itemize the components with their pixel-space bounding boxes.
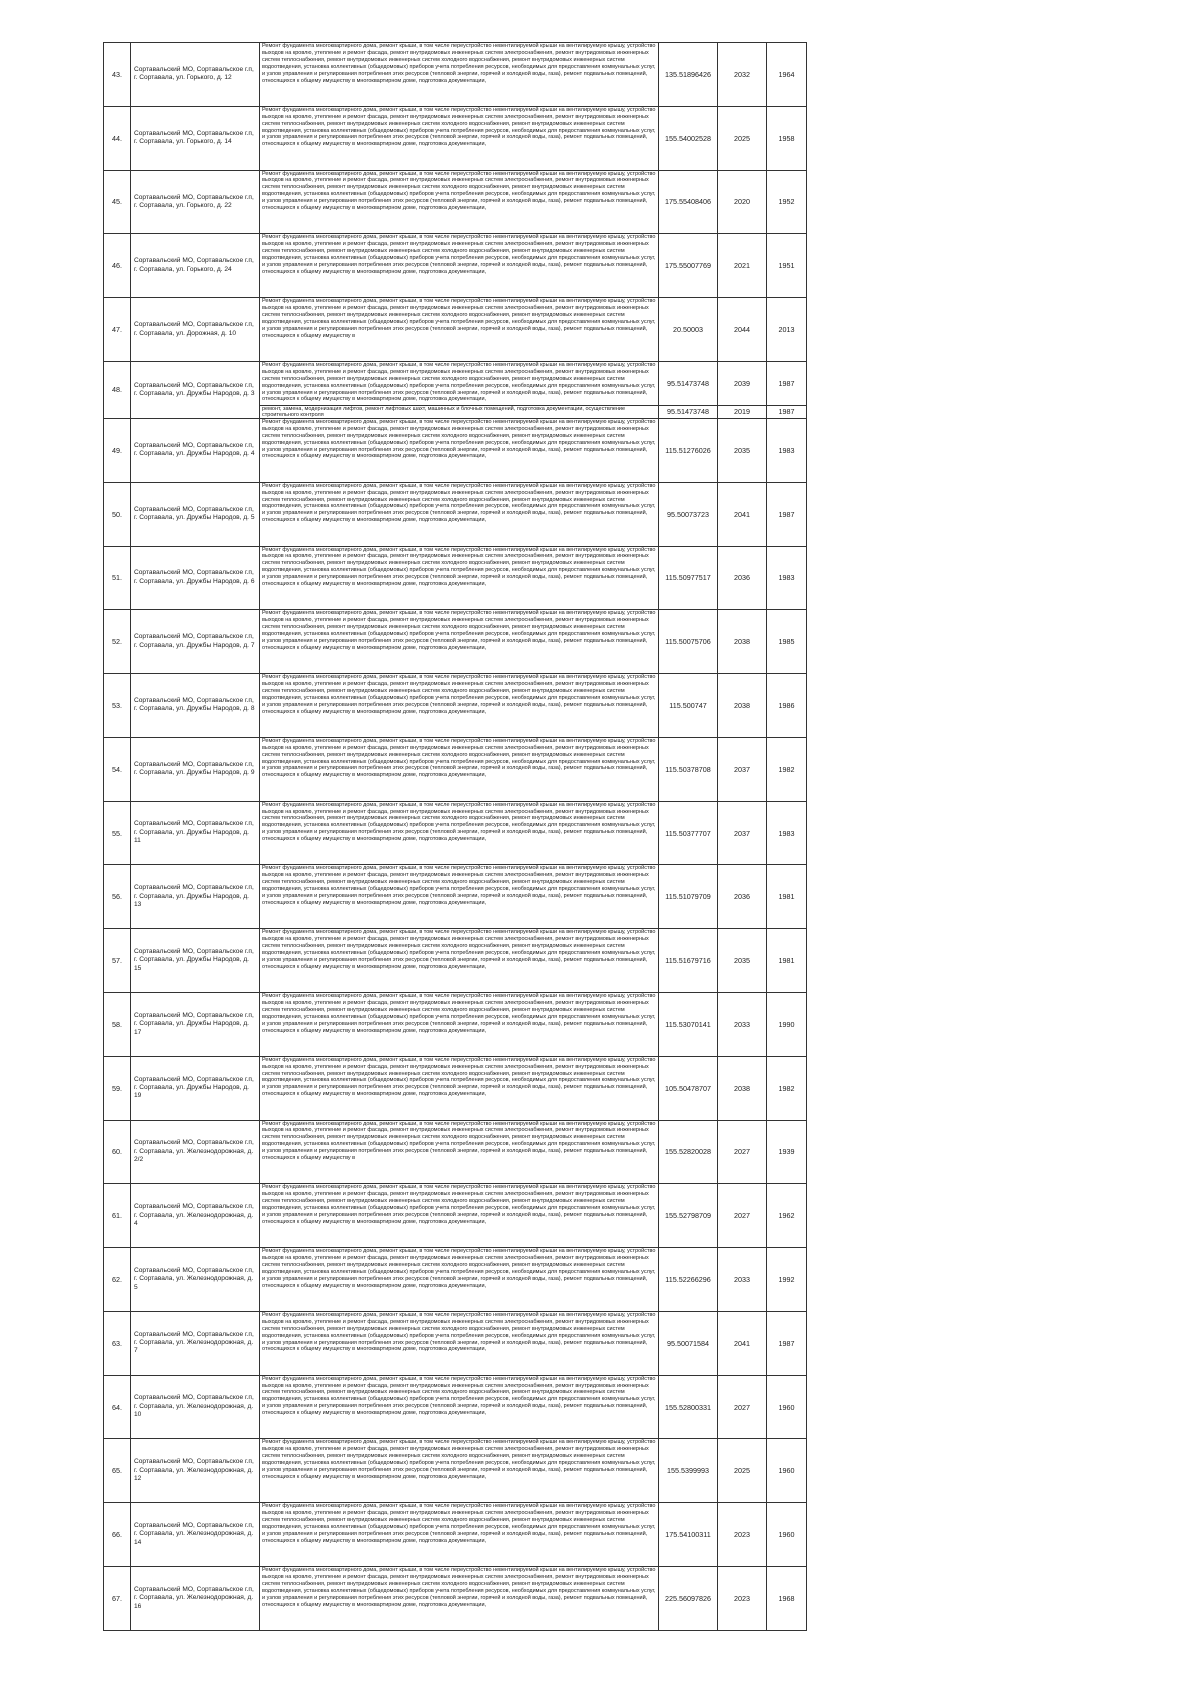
built-year-cell: 2013 (767, 298, 807, 362)
work-description-cell (260, 1184, 659, 1248)
built-year-cell: 1982 (767, 1056, 807, 1120)
address-cell: Сортавальский МО, Сортавальское г.п, г. Сортавала, ул. Горького, д. 12 (131, 43, 260, 107)
cost-cell: 155.52798709 (659, 1184, 718, 1248)
address-cell: Сортавальский МО, Сортавальское г.п, г. Сортавала, ул. Горького, д. 14 (131, 106, 260, 170)
address-cell: Сортавальский МО, Сортавальское г.п, г. Сортавала, ул. Железнодорожная, д. 5 (131, 1248, 260, 1312)
work-description-text: Ремонт фундамента многоквартирного дома, ремонт крыши, в том числе переустройство невентилируемой крыши на вентилируемую крышу, устройство выходов на кровлю, утепление и ремонт фасада, ремонт внутридомовых инженерных систем электроснабжения, ремонт внутридомовых инженерных систем теплоснабжения, ремонт внутридомовых инженерных систем холодного водоснабжения, ремонт внутридомовых инженерных систем водоотведения, установка коллективных (общедомовых) приборов учета потребления ресурсов, необходимых для предоставления коммунальных услуг, и узлов управления и регулирования потребления этих ресурсов (тепловой энергии, горячей и холодной воды, газа), ремонт подвальных помещений, относящихся к общему имуществу в многоквартирном доме, подготовка документации, (262, 234, 656, 275)
built-year-cell: 1983 (767, 418, 807, 482)
cost-cell: 175.55007769 (659, 234, 718, 298)
work-description-cell (260, 801, 659, 865)
built-year-cell: 1983 (767, 546, 807, 610)
address-cell: Сортавальский МО, Сортавальское г.п, г. Сортавала, ул. Железнодорожная, д. 10 (131, 1375, 260, 1439)
table-row (104, 865, 807, 929)
table-row (104, 361, 807, 405)
cost-cell: 155.54002528 (659, 106, 718, 170)
work-description-cell (260, 929, 659, 993)
table-row (104, 482, 807, 546)
table-row (104, 418, 807, 482)
work-description-text: Ремонт фундамента многоквартирного дома, ремонт крыши, в том числе переустройство невентилируемой крыши на вентилируемую крышу, устройство выходов на кровлю, утепление и ремонт фасада, ремонт внутридомовых инженерных систем электроснабжения, ремонт внутридомовых инженерных систем теплоснабжения, ремонт внутридомовых инженерных систем холодного водоснабжения, ремонт внутридомовых инженерных систем водоотведения, установка коллективных (общедомовых) приборов учета потребления ресурсов, необходимых для предоставления коммунальных услуг, и узлов управления и регулирования потребления этих ресурсов (тепловой энергии, горячей и холодной воды, газа), ремонт подвальных помещений, относящихся к общему имуществу в (262, 298, 656, 339)
cost-cell: 20.50003 (659, 298, 718, 362)
work-description-text: Ремонт фундамента многоквартирного дома, ремонт крыши, в том числе переустройство невентилируемой крыши на вентилируемую крышу, устройство выходов на кровлю, утепление и ремонт фасада, ремонт внутридомовых инженерных систем электроснабжения, ремонт внутридомовых инженерных систем теплоснабжения, ремонт внутридомовых инженерных систем холодного водоснабжения, ремонт внутридомовых инженерных систем водоотведения, установка коллективных (общедомовых) приборов учета потребления ресурсов, необходимых для предоставления коммунальных услуг, и узлов управления и регулирования потребления этих ресурсов (тепловой энергии, горячей и холодной воды, газа), ремонт подвальных помещений, относящихся к общему имуществу в многоквартирном доме, подготовка документации, (262, 1439, 656, 1480)
work-description-text: Ремонт фундамента многоквартирного дома, ремонт крыши, в том числе переустройство невентилируемой крыши на вентилируемую крышу, устройство выходов на кровлю, утепление и ремонт фасада, ремонт внутридомовых инженерных систем электроснабжения, ремонт внутридомовых инженерных систем теплоснабжения, ремонт внутридомовых инженерных систем холодного водоснабжения, ремонт внутридомовых инженерных систем водоотведения, установка коллективных (общедомовых) приборов учета потребления ресурсов, необходимых для предоставления коммунальных услуг, и узлов управления и регулирования потребления этих ресурсов (тепловой энергии, горячей и холодной воды, газа), ремонт подвальных помещений, относящихся к общему имуществу в многоквартирном доме, подготовка документации, (262, 1248, 656, 1289)
built-year-cell: 1964 (767, 43, 807, 107)
work-description-cell (260, 1248, 659, 1312)
work-description-cell (260, 865, 659, 929)
cost-cell: 135.51896426 (659, 43, 718, 107)
work-description-text: Ремонт фундамента многоквартирного дома, ремонт крыши, в том числе переустройство невентилируемой крыши на вентилируемую крышу, устройство выходов на кровлю, утепление и ремонт фасада, ремонт внутридомовых инженерных систем электроснабжения, ремонт внутридомовых инженерных систем теплоснабжения, ремонт внутридомовых инженерных систем холодного водоснабжения, ремонт внутридомовых инженерных систем водоотведения, установка коллективных (общедомовых) приборов учета потребления ресурсов, необходимых для предоставления коммунальных услуг, и узлов управления и регулирования потребления этих ресурсов (тепловой энергии, горячей и холодной воды, газа), ремонт подвальных помещений, относящихся к общему имуществу в многоквартирном доме, подготовка документации, (262, 1311, 656, 1353)
planned-year-cell: 2027 (718, 1184, 767, 1248)
built-year-cell: 1987 (767, 482, 807, 546)
planned-year-cell: 2038 (718, 610, 767, 674)
work-description-cell (260, 298, 659, 362)
work-description-text: Ремонт фундамента многоквартирного дома, ремонт крыши, в том числе переустройство невентилируемой крыши на вентилируемую крышу, устройство выходов на кровлю, утепление и ремонт фасада, ремонт внутридомовых инженерных систем электроснабжения, ремонт внутридомовых инженерных систем теплоснабжения, ремонт внутридомовых инженерных систем холодного водоснабжения, ремонт внутридомовых инженерных систем водоотведения, установка коллективных (общедомовых) приборов учета потребления ресурсов, необходимых для предоставления коммунальных услуг, и узлов управления и регулирования потребления этих ресурсов (тепловой энергии, горячей и холодной воды, газа), ремонт подвальных помещений, относящихся к общему имуществу в многоквартирном доме, подготовка документации, (262, 865, 656, 906)
table-row (104, 1184, 807, 1248)
row-number: 59. (104, 1056, 131, 1120)
repair-schedule-table (103, 42, 806, 1631)
planned-year-cell: 2041 (718, 1311, 767, 1375)
table-row (104, 737, 807, 801)
address-cell: Сортавальский МО, Сортавальское г.п, г. Сортавала, ул. Дружбы Народов, д. 19 (131, 1056, 260, 1120)
work-description-cell (260, 1056, 659, 1120)
table-row (104, 1120, 807, 1184)
work-description-cell (260, 405, 659, 418)
planned-year-cell: 2025 (718, 106, 767, 170)
table-row (104, 546, 807, 610)
table-row (104, 1248, 807, 1312)
row-number: 64. (104, 1375, 131, 1439)
row-number: 43. (104, 43, 131, 107)
work-description-cell (260, 546, 659, 610)
table-row (104, 298, 807, 362)
work-description-cell (260, 43, 659, 107)
work-description-text: Ремонт фундамента многоквартирного дома, ремонт крыши, в том числе переустройство невентилируемой крыши на вентилируемую крышу, устройство выходов на кровлю, утепление и ремонт фасада, ремонт внутридомовых инженерных систем электроснабжения, ремонт внутридомовых инженерных систем теплоснабжения, ремонт внутридомовых инженерных систем холодного водоснабжения, ремонт внутридомовых инженерных систем водоотведения, установка коллективных (общедомовых) приборов учета потребления ресурсов, необходимых для предоставления коммунальных услуг, и узлов управления и регулирования потребления этих ресурсов (тепловой энергии, горячей и холодной воды, газа), ремонт подвальных помещений, относящихся к общему имуществу в многоквартирном доме, подготовка документации, (262, 929, 656, 970)
address-cell: Сортавальский МО, Сортавальское г.п, г. Сортавала, ул. Дружбы Народов, д. 15 (131, 929, 260, 993)
address-cell: Сортавальский МО, Сортавальское г.п, г. Сортавала, ул. Дружбы Народов, д. 4 (131, 418, 260, 482)
work-description-cell (260, 170, 659, 234)
work-description-cell (260, 610, 659, 674)
address-cell: Сортавальский МО, Сортавальское г.п, г. Сортавала, ул. Железнодорожная, д. 7 (131, 1311, 260, 1375)
built-year-cell: 1990 (767, 992, 807, 1056)
work-description-cell (260, 482, 659, 546)
row-number: 48. (104, 361, 131, 418)
work-description-cell (260, 1375, 659, 1439)
cost-cell: 175.54100311 (659, 1503, 718, 1567)
planned-year-cell: 2027 (718, 1120, 767, 1184)
work-description-text: Ремонт фундамента многоквартирного дома, ремонт крыши, в том числе переустройство невентилируемой крыши на вентилируемую крышу, устройство выходов на кровлю, утепление и ремонт фасада, ремонт внутридомовых инженерных систем электроснабжения, ремонт внутридомовых инженерных систем теплоснабжения, ремонт внутридомовых инженерных систем холодного водоснабжения, ремонт внутридомовых инженерных систем водоотведения, установка коллективных (общедомовых) приборов учета потребления ресурсов, необходимых для предоставления коммунальных услуг, и узлов управления и регулирования потребления этих ресурсов (тепловой энергии, горячей и холодной воды, газа), ремонт подвальных помещений, относящихся к общему имуществу в (262, 1120, 656, 1162)
planned-year-cell: 2038 (718, 674, 767, 738)
row-number: 56. (104, 865, 131, 929)
row-number: 63. (104, 1311, 131, 1375)
work-description-text: Ремонт фундамента многоквартирного дома, ремонт крыши, в том числе переустройство невентилируемой крыши на вентилируемую крышу, устройство выходов на кровлю, утепление и ремонт фасада, ремонт внутридомовых инженерных систем электроснабжения, ремонт внутридомовых инженерных систем теплоснабжения, ремонт внутридомовых инженерных систем холодного водоснабжения, ремонт внутридомовых инженерных систем водоотведения, установка коллективных (общедомовых) приборов учета потребления ресурсов, необходимых для предоставления коммунальных услуг, и узлов управления и регулирования потребления этих ресурсов (тепловой энергии, горячей и холодной воды, газа), ремонт подвальных помещений, относящихся к общему имуществу в многоквартирном доме, подготовка документации, (262, 106, 656, 148)
built-year-cell: 1983 (767, 801, 807, 865)
cost-cell: 115.50377707 (659, 801, 718, 865)
work-description-text: Ремонт фундамента многоквартирного дома, ремонт крыши, в том числе переустройство невентилируемой крыши на вентилируемую крышу, устройство выходов на кровлю, утепление и ремонт фасада, ремонт внутридомовых инженерных систем электроснабжения, ремонт внутридомовых инженерных систем теплоснабжения, ремонт внутридомовых инженерных систем холодного водоснабжения, ремонт внутридомовых инженерных систем водоотведения, установка коллективных (общедомовых) приборов учета потребления ресурсов, необходимых для предоставления коммунальных услуг, и узлов управления и регулирования потребления этих ресурсов (тепловой энергии, горячей и холодной воды, газа), ремонт подвальных помещений, относящихся к общему имуществу в многоквартирном доме, подготовка документации, (262, 1503, 656, 1544)
built-year-cell: 1960 (767, 1503, 807, 1567)
work-description-text: ремонт, замена, модернизация лифтов, ремонт лифтовых шахт, машинных и блочных помещений, подготовка документации, осуществление строительного контроля (262, 405, 626, 418)
planned-year-cell: 2041 (718, 482, 767, 546)
built-year-cell: 1958 (767, 106, 807, 170)
cost-cell: 115.51079709 (659, 865, 718, 929)
work-description-text: Ремонт фундамента многоквартирного дома, ремонт крыши, в том числе переустройство невентилируемой крыши на вентилируемую крышу, устройство выходов на кровлю, утепление и ремонт фасада, ремонт внутридомовых инженерных систем электроснабжения, ремонт внутридомовых инженерных систем теплоснабжения, ремонт внутридомовых инженерных систем холодного водоснабжения, ремонт внутридомовых инженерных систем водоотведения, установка коллективных (общедомовых) приборов учета потребления ресурсов, необходимых для предоставления коммунальных услуг, и узлов управления и регулирования потребления этих ресурсов (тепловой энергии, горячей и холодной воды, газа), ремонт подвальных помещений, относящихся к общему имуществу в многоквартирном доме, подготовка документации, (262, 170, 656, 212)
address-cell: Сортавальский МО, Сортавальское г.п, г. Сортавала, ул. Дружбы Народов, д. 8 (131, 674, 260, 738)
planned-year-cell: 2021 (718, 234, 767, 298)
built-year-cell: 1951 (767, 234, 807, 298)
row-number: 47. (104, 298, 131, 362)
planned-year-cell: 2025 (718, 1439, 767, 1503)
cost-cell: 115.53070141 (659, 992, 718, 1056)
planned-year-cell: 2039 (718, 361, 767, 405)
built-year-cell: 1986 (767, 674, 807, 738)
work-description-cell (260, 1503, 659, 1567)
table-row (104, 992, 807, 1056)
built-year-cell: 1985 (767, 610, 807, 674)
work-description-cell (260, 418, 659, 482)
address-cell: Сортавальский МО, Сортавальское г.п, г. Сортавала, ул. Дружбы Народов, д. 11 (131, 801, 260, 865)
row-number: 66. (104, 1503, 131, 1567)
cost-cell: 115.50977517 (659, 546, 718, 610)
planned-year-cell: 2035 (718, 418, 767, 482)
work-description-text: Ремонт фундамента многоквартирного дома, ремонт крыши, в том числе переустройство невентилируемой крыши на вентилируемую крышу, устройство выходов на кровлю, утепление и ремонт фасада, ремонт внутридомовых инженерных систем электроснабжения, ремонт внутридомовых инженерных систем теплоснабжения, ремонт внутридомовых инженерных систем холодного водоснабжения, ремонт внутридомовых инженерных систем водоотведения, установка коллективных (общедомовых) приборов учета потребления ресурсов, необходимых для предоставления коммунальных услуг, и узлов управления и регулирования потребления этих ресурсов (тепловой энергии, горячей и холодной воды, газа), ремонт подвальных помещений, относящихся к общему имуществу в многоквартирном доме, подготовка документации, (262, 361, 656, 403)
built-year-cell: 1968 (767, 1567, 807, 1631)
table-body (104, 43, 807, 1631)
row-number: 50. (104, 482, 131, 546)
work-description-text: Ремонт фундамента многоквартирного дома, ремонт крыши, в том числе переустройство невентилируемой крыши на вентилируемую крышу, устройство выходов на кровлю, утепление и ремонт фасада, ремонт внутридомовых инженерных систем электроснабжения, ремонт внутридомовых инженерных систем теплоснабжения, ремонт внутридомовых инженерных систем холодного водоснабжения, ремонт внутридомовых инженерных систем водоотведения, установка коллективных (общедомовых) приборов учета потребления ресурсов, необходимых для предоставления коммунальных услуг, и узлов управления и регулирования потребления этих ресурсов (тепловой энергии, горячей и холодной воды, газа), ремонт подвальных помещений, относящихся к общему имуществу в многоквартирном доме, подготовка документации, (262, 1567, 656, 1608)
cost-cell: 175.55408406 (659, 170, 718, 234)
work-description-text: Ремонт фундамента многоквартирного дома, ремонт крыши, в том числе переустройство невентилируемой крыши на вентилируемую крышу, устройство выходов на кровлю, утепление и ремонт фасада, ремонт внутридомовых инженерных систем электроснабжения, ремонт внутридомовых инженерных систем теплоснабжения, ремонт внутридомовых инженерных систем холодного водоснабжения, ремонт внутридомовых инженерных систем водоотведения, установка коллективных (общедомовых) приборов учета потребления ресурсов, необходимых для предоставления коммунальных услуг, и узлов управления и регулирования потребления этих ресурсов (тепловой энергии, горячей и холодной воды, газа), ремонт подвальных помещений, относящихся к общему имуществу в многоквартирном доме, подготовка документации, (262, 992, 656, 1034)
address-cell: Сортавальский МО, Сортавальское г.п, г. Сортавала, ул. Железнодорожная, д. 2/2 (131, 1120, 260, 1184)
row-number: 52. (104, 610, 131, 674)
built-year-cell: 1952 (767, 170, 807, 234)
cost-cell: 95.51473748 (659, 361, 718, 405)
work-description-cell (260, 992, 659, 1056)
row-number: 60. (104, 1120, 131, 1184)
address-cell: Сортавальский МО, Сортавальское г.п, г. Сортавала, ул. Горького, д. 22 (131, 170, 260, 234)
work-description-text: Ремонт фундамента многоквартирного дома, ремонт крыши, в том числе переустройство невентилируемой крыши на вентилируемую крышу, устройство выходов на кровлю, утепление и ремонт фасада, ремонт внутридомовых инженерных систем электроснабжения, ремонт внутридомовых инженерных систем теплоснабжения, ремонт внутридомовых инженерных систем холодного водоснабжения, ремонт внутридомовых инженерных систем водоотведения, установка коллективных (общедомовых) приборов учета потребления ресурсов, необходимых для предоставления коммунальных услуг, и узлов управления и регулирования потребления этих ресурсов (тепловой энергии, горячей и холодной воды, газа), ремонт подвальных помещений, относящихся к общему имуществу в многоквартирном доме, подготовка документации, (262, 674, 656, 715)
work-description-text: Ремонт фундамента многоквартирного дома, ремонт крыши, в том числе переустройство невентилируемой крыши на вентилируемую крышу, устройство выходов на кровлю, утепление и ремонт фасада, ремонт внутридомовых инженерных систем электроснабжения, ремонт внутридомовых инженерных систем теплоснабжения, ремонт внутридомовых инженерных систем холодного водоснабжения, ремонт внутридомовых инженерных систем водоотведения, установка коллективных (общедомовых) приборов учета потребления ресурсов, необходимых для предоставления коммунальных услуг, и узлов управления и регулирования потребления этих ресурсов (тепловой энергии, горячей и холодной воды, газа), ремонт подвальных помещений, относящихся к общему имуществу в многоквартирном доме, подготовка документации, (262, 43, 656, 84)
work-description-cell (260, 674, 659, 738)
planned-year-cell: 2023 (718, 1503, 767, 1567)
table-row (104, 1503, 807, 1567)
address-cell: Сортавальский МО, Сортавальское г.п, г. Сортавала, ул. Дружбы Народов, д. 6 (131, 546, 260, 610)
row-number: 53. (104, 674, 131, 738)
cost-cell: 155.5399993 (659, 1439, 718, 1503)
cost-cell: 115.500747 (659, 674, 718, 738)
planned-year-cell: 2020 (718, 170, 767, 234)
cost-cell: 115.51276026 (659, 418, 718, 482)
built-year-cell: 1982 (767, 737, 807, 801)
built-year-cell: 1987 (767, 361, 807, 405)
built-year-cell: 1939 (767, 1120, 807, 1184)
cost-cell: 115.50378708 (659, 737, 718, 801)
planned-year-cell: 2023 (718, 1567, 767, 1631)
address-cell: Сортавальский МО, Сортавальское г.п, г. Сортавала, ул. Дружбы Народов, д. 9 (131, 737, 260, 801)
cost-cell: 95.50073723 (659, 482, 718, 546)
address-cell: Сортавальский МО, Сортавальское г.п, г. Сортавала, ул. Железнодорожная, д. 14 (131, 1503, 260, 1567)
work-description-text: Ремонт фундамента многоквартирного дома, ремонт крыши, в том числе переустройство невентилируемой крыши на вентилируемую крышу, устройство выходов на кровлю, утепление и ремонт фасада, ремонт внутридомовых инженерных систем электроснабжения, ремонт внутридомовых инженерных систем теплоснабжения, ремонт внутридомовых инженерных систем холодного водоснабжения, ремонт внутридомовых инженерных систем водоотведения, установка коллективных (общедомовых) приборов учета потребления ресурсов, необходимых для предоставления коммунальных услуг, и узлов управления и регулирования потребления этих ресурсов (тепловой энергии, горячей и холодной воды, газа), ремонт подвальных помещений, относящихся к общему имуществу в многоквартирном доме, подготовка документации, (262, 801, 656, 843)
cost-cell: 95.51473748 (659, 405, 718, 418)
work-description-cell (260, 106, 659, 170)
cost-cell: 115.50075706 (659, 610, 718, 674)
table-row (104, 610, 807, 674)
planned-year-cell: 2033 (718, 1248, 767, 1312)
built-year-cell: 1960 (767, 1375, 807, 1439)
row-number: 54. (104, 737, 131, 801)
work-description-text: Ремонт фундамента многоквартирного дома, ремонт крыши, в том числе переустройство невентилируемой крыши на вентилируемую крышу, устройство выходов на кровлю, утепление и ремонт фасада, ремонт внутридомовых инженерных систем электроснабжения, ремонт внутридомовых инженерных систем теплоснабжения, ремонт внутридомовых инженерных систем холодного водоснабжения, ремонт внутридомовых инженерных систем водоотведения, установка коллективных (общедомовых) приборов учета потребления ресурсов, необходимых для предоставления коммунальных услуг, и узлов управления и регулирования потребления этих ресурсов (тепловой энергии, горячей и холодной воды, газа), ремонт подвальных помещений, относящихся к общему имуществу в многоквартирном доме, подготовка документации, (262, 1184, 656, 1225)
row-number: 46. (104, 234, 131, 298)
row-number: 51. (104, 546, 131, 610)
table-row (104, 929, 807, 993)
planned-year-cell: 2036 (718, 865, 767, 929)
address-cell: Сортавальский МО, Сортавальское г.п, г. Сортавала, ул. Дружбы Народов, д. 3 (131, 361, 260, 418)
built-year-cell: 1981 (767, 865, 807, 929)
row-number: 61. (104, 1184, 131, 1248)
cost-cell: 155.52800331 (659, 1375, 718, 1439)
built-year-cell: 1981 (767, 929, 807, 993)
planned-year-cell: 2044 (718, 298, 767, 362)
table-row (104, 43, 807, 107)
work-description-cell (260, 1311, 659, 1375)
address-cell: Сортавальский МО, Сортавальское г.п, г. Сортавала, ул. Дорожная, д. 10 (131, 298, 260, 362)
planned-year-cell: 2038 (718, 1056, 767, 1120)
work-description-text: Ремонт фундамента многоквартирного дома, ремонт крыши, в том числе переустройство невентилируемой крыши на вентилируемую крышу, устройство выходов на кровлю, утепление и ремонт фасада, ремонт внутридомовых инженерных систем электроснабжения, ремонт внутридомовых инженерных систем теплоснабжения, ремонт внутридомовых инженерных систем холодного водоснабжения, ремонт внутридомовых инженерных систем водоотведения, установка коллективных (общедомовых) приборов учета потребления ресурсов, необходимых для предоставления коммунальных услуг, и узлов управления и регулирования потребления этих ресурсов (тепловой энергии, горячей и холодной воды, газа), ремонт подвальных помещений, относящихся к общему имуществу в многоквартирном доме, подготовка документации, (262, 610, 656, 651)
cost-cell: 225.56097826 (659, 1567, 718, 1631)
cost-cell: 95.50071584 (659, 1311, 718, 1375)
address-cell: Сортавальский МО, Сортавальское г.п, г. Сортавала, ул. Дружбы Народов, д. 17 (131, 992, 260, 1056)
planned-year-cell: 2033 (718, 992, 767, 1056)
table-row (104, 1311, 807, 1375)
built-year-cell: 1962 (767, 1184, 807, 1248)
row-number: 58. (104, 992, 131, 1056)
row-number: 55. (104, 801, 131, 865)
table-row (104, 106, 807, 170)
address-cell: Сортавальский МО, Сортавальское г.п, г. Сортавала, ул. Железнодорожная, д. 4 (131, 1184, 260, 1248)
table-row (104, 1375, 807, 1439)
built-year-cell: 1960 (767, 1439, 807, 1503)
table-row (104, 1567, 807, 1631)
planned-year-cell: 2035 (718, 929, 767, 993)
work-description-cell (260, 1567, 659, 1631)
planned-year-cell: 2037 (718, 801, 767, 865)
work-description-text: Ремонт фундамента многоквартирного дома, ремонт крыши, в том числе переустройство невентилируемой крыши на вентилируемую крышу, устройство выходов на кровлю, утепление и ремонт фасада, ремонт внутридомовых инженерных систем электроснабжения, ремонт внутридомовых инженерных систем теплоснабжения, ремонт внутридомовых инженерных систем холодного водоснабжения, ремонт внутридомовых инженерных систем водоотведения, установка коллективных (общедомовых) приборов учета потребления ресурсов, необходимых для предоставления коммунальных услуг, и узлов управления и регулирования потребления этих ресурсов (тепловой энергии, горячей и холодной воды, газа), ремонт подвальных помещений, относящихся к общему имуществу в многоквартирном доме, подготовка документации, (262, 1056, 656, 1098)
planned-year-cell: 2019 (718, 405, 767, 418)
work-description-text: Ремонт фундамента многоквартирного дома, ремонт крыши, в том числе переустройство невентилируемой крыши на вентилируемую крышу, устройство выходов на кровлю, утепление и ремонт фасада, ремонт внутридомовых инженерных систем электроснабжения, ремонт внутридомовых инженерных систем теплоснабжения, ремонт внутридомовых инженерных систем холодного водоснабжения, ремонт внутридомовых инженерных систем водоотведения, установка коллективных (общедомовых) приборов учета потребления ресурсов, необходимых для предоставления коммунальных услуг, и узлов управления и регулирования потребления этих ресурсов (тепловой энергии, горячей и холодной воды, газа), ремонт подвальных помещений, относящихся к общему имуществу в многоквартирном доме, подготовка документации, (262, 482, 656, 524)
table-row (104, 1056, 807, 1120)
work-description-cell (260, 1439, 659, 1503)
row-number: 44. (104, 106, 131, 170)
work-description-cell (260, 234, 659, 298)
address-cell: Сортавальский МО, Сортавальское г.п, г. Сортавала, ул. Горького, д. 24 (131, 234, 260, 298)
address-cell: Сортавальский МО, Сортавальское г.п, г. Сортавала, ул. Дружбы Народов, д. 5 (131, 482, 260, 546)
cost-cell: 155.52820028 (659, 1120, 718, 1184)
work-description-cell (260, 1120, 659, 1184)
row-number: 62. (104, 1248, 131, 1312)
work-description-text: Ремонт фундамента многоквартирного дома, ремонт крыши, в том числе переустройство невентилируемой крыши на вентилируемую крышу, устройство выходов на кровлю, утепление и ремонт фасада, ремонт внутридомовых инженерных систем электроснабжения, ремонт внутридомовых инженерных систем теплоснабжения, ремонт внутридомовых инженерных систем холодного водоснабжения, ремонт внутридомовых инженерных систем водоотведения, установка коллективных (общедомовых) приборов учета потребления ресурсов, необходимых для предоставления коммунальных услуг, и узлов управления и регулирования потребления этих ресурсов (тепловой энергии, горячей и холодной воды, газа), ремонт подвальных помещений, относящихся к общему имуществу в многоквартирном доме, подготовка документации, (262, 418, 656, 460)
cost-cell: 115.51679716 (659, 929, 718, 993)
work-description-text: Ремонт фундамента многоквартирного дома, ремонт крыши, в том числе переустройство невентилируемой крыши на вентилируемую крышу, устройство выходов на кровлю, утепление и ремонт фасада, ремонт внутридомовых инженерных систем электроснабжения, ремонт внутридомовых инженерных систем теплоснабжения, ремонт внутридомовых инженерных систем холодного водоснабжения, ремонт внутридомовых инженерных систем водоотведения, установка коллективных (общедомовых) приборов учета потребления ресурсов, необходимых для предоставления коммунальных услуг, и узлов управления и регулирования потребления этих ресурсов (тепловой энергии, горячей и холодной воды, газа), ремонт подвальных помещений, относящихся к общему имуществу в многоквартирном доме, подготовка документации, (262, 546, 656, 588)
address-cell: Сортавальский МО, Сортавальское г.п, г. Сортавала, ул. Железнодорожная, д. 12 (131, 1439, 260, 1503)
built-year-cell: 1992 (767, 1248, 807, 1312)
address-cell: Сортавальский МО, Сортавальское г.п, г. Сортавала, ул. Железнодорожная, д. 16 (131, 1567, 260, 1631)
table-row (104, 170, 807, 234)
address-cell: Сортавальский МО, Сортавальское г.п, г. Сортавала, ул. Дружбы Народов, д. 13 (131, 865, 260, 929)
table-row (104, 234, 807, 298)
cost-cell: 115.52266296 (659, 1248, 718, 1312)
work-description-cell (260, 361, 659, 405)
row-number: 57. (104, 929, 131, 993)
row-number: 67. (104, 1567, 131, 1631)
work-description-cell (260, 737, 659, 801)
row-number: 65. (104, 1439, 131, 1503)
built-year-cell: 1987 (767, 1311, 807, 1375)
row-number: 49. (104, 418, 131, 482)
work-description-text: Ремонт фундамента многоквартирного дома, ремонт крыши, в том числе переустройство невентилируемой крыши на вентилируемую крышу, устройство выходов на кровлю, утепление и ремонт фасада, ремонт внутридомовых инженерных систем электроснабжения, ремонт внутридомовых инженерных систем теплоснабжения, ремонт внутридомовых инженерных систем холодного водоснабжения, ремонт внутридомовых инженерных систем водоотведения, установка коллективных (общедомовых) приборов учета потребления ресурсов, необходимых для предоставления коммунальных услуг, и узлов управления и регулирования потребления этих ресурсов (тепловой энергии, горячей и холодной воды, газа), ремонт подвальных помещений, относящихся к общему имуществу в многоквартирном доме, подготовка документации, (262, 1375, 656, 1417)
work-description-text: Ремонт фундамента многоквартирного дома, ремонт крыши, в том числе переустройство невентилируемой крыши на вентилируемую крышу, устройство выходов на кровлю, утепление и ремонт фасада, ремонт внутридомовых инженерных систем электроснабжения, ремонт внутридомовых инженерных систем теплоснабжения, ремонт внутридомовых инженерных систем холодного водоснабжения, ремонт внутридомовых инженерных систем водоотведения, установка коллективных (общедомовых) приборов учета потребления ресурсов, необходимых для предоставления коммунальных услуг, и узлов управления и регулирования потребления этих ресурсов (тепловой энергии, горячей и холодной воды, газа), ремонт подвальных помещений, относящихся к общему имуществу в многоквартирном доме, подготовка документации, (262, 737, 656, 779)
cost-cell: 105.50478707 (659, 1056, 718, 1120)
planned-year-cell: 2027 (718, 1375, 767, 1439)
row-number: 45. (104, 170, 131, 234)
table-row (104, 801, 807, 865)
planned-year-cell: 2036 (718, 546, 767, 610)
table-row (104, 1439, 807, 1503)
planned-year-cell: 2037 (718, 737, 767, 801)
table-row (104, 674, 807, 738)
planned-year-cell: 2032 (718, 43, 767, 107)
address-cell: Сортавальский МО, Сортавальское г.п, г. Сортавала, ул. Дружбы Народов, д. 7 (131, 610, 260, 674)
built-year-cell: 1987 (767, 405, 807, 418)
